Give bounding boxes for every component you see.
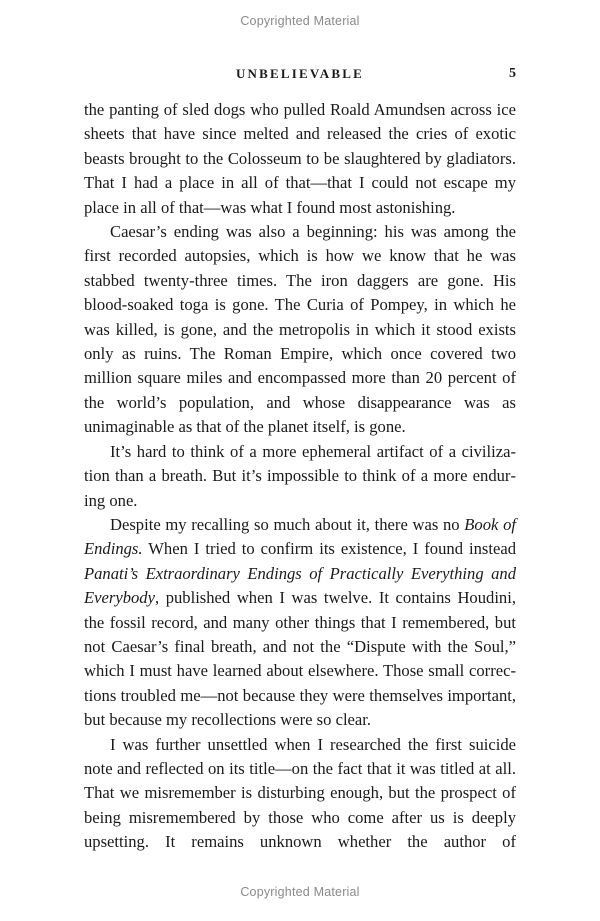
running-head-title: UNBELIEVABLE <box>235 66 365 81</box>
paragraph-4 <box>84 513 516 733</box>
paragraph-4-text-b: When I tried to confirm its existence, I found instead <box>142 539 516 559</box>
paragraph-4-text-c: , published when I was twelve. It contains Houdini, the fossil record, and many other things that I remembered, but not Caesar’s final breath, and not the “Dispute with the Soul,” which I must have learned about elsewhere. Those small corrections troubled me—not because they were themselves important, but because my recollections were so clear. <box>84 588 516 730</box>
paragraph-2: Caesar’s ending was also a beginning: his was among the first recorded autopsies, which is how we know that he was stabbed twenty-three times. The iron daggers are gone. His blood-soaked toga is gone. The Curia of Pompey, in which he was killed, is gone, and the metropolis in which it stood exists only as ruins. The Roman Empire, which once covered two million square miles and encompassed more than 20 percent of the world’s population, and whose disappearance was as unimaginable as that of the planet itself, is gone. <box>84 222 516 437</box>
paragraph-3: It’s hard to think of a more ephemeral artifact of a civilization than a breath. But it’s impossible to think of a more enduring one. <box>84 441 516 510</box>
running-head <box>84 66 516 84</box>
page-number: 5 <box>509 66 516 81</box>
body-text <box>84 98 516 855</box>
paragraph-5: I was further unsettled when I researched the first suicide note and reflected on its title—on the fact that it was titled at all. That we misremember is disturbing enough, but the prospect of being misremembered by those who come after us is deeply upsetting. It remains unknown whether the author of <box>84 734 516 852</box>
paragraph-1: the panting of sled dogs who pulled Roald Amundsen across ice sheets that have since melted and released the cries of exotic beasts brought to the Colosseum to be slaughtered by gladiators. That I had a place in all of that—that I could not escape my place in all of that—was what I found most astonishing. <box>84 100 516 217</box>
paragraph-4-text-a: Despite my recalling so much about it, there was no <box>110 514 465 534</box>
book-title-panatis-endings: Panati’s Extraordinary Endings of Practically Everything and Everybody <box>84 563 516 608</box>
watermark-bottom: Copyrighted Material <box>240 885 360 899</box>
book-title-book-of-endings: Book of Endings. <box>84 514 516 559</box>
watermark-top: Copyrighted Material <box>240 14 360 28</box>
